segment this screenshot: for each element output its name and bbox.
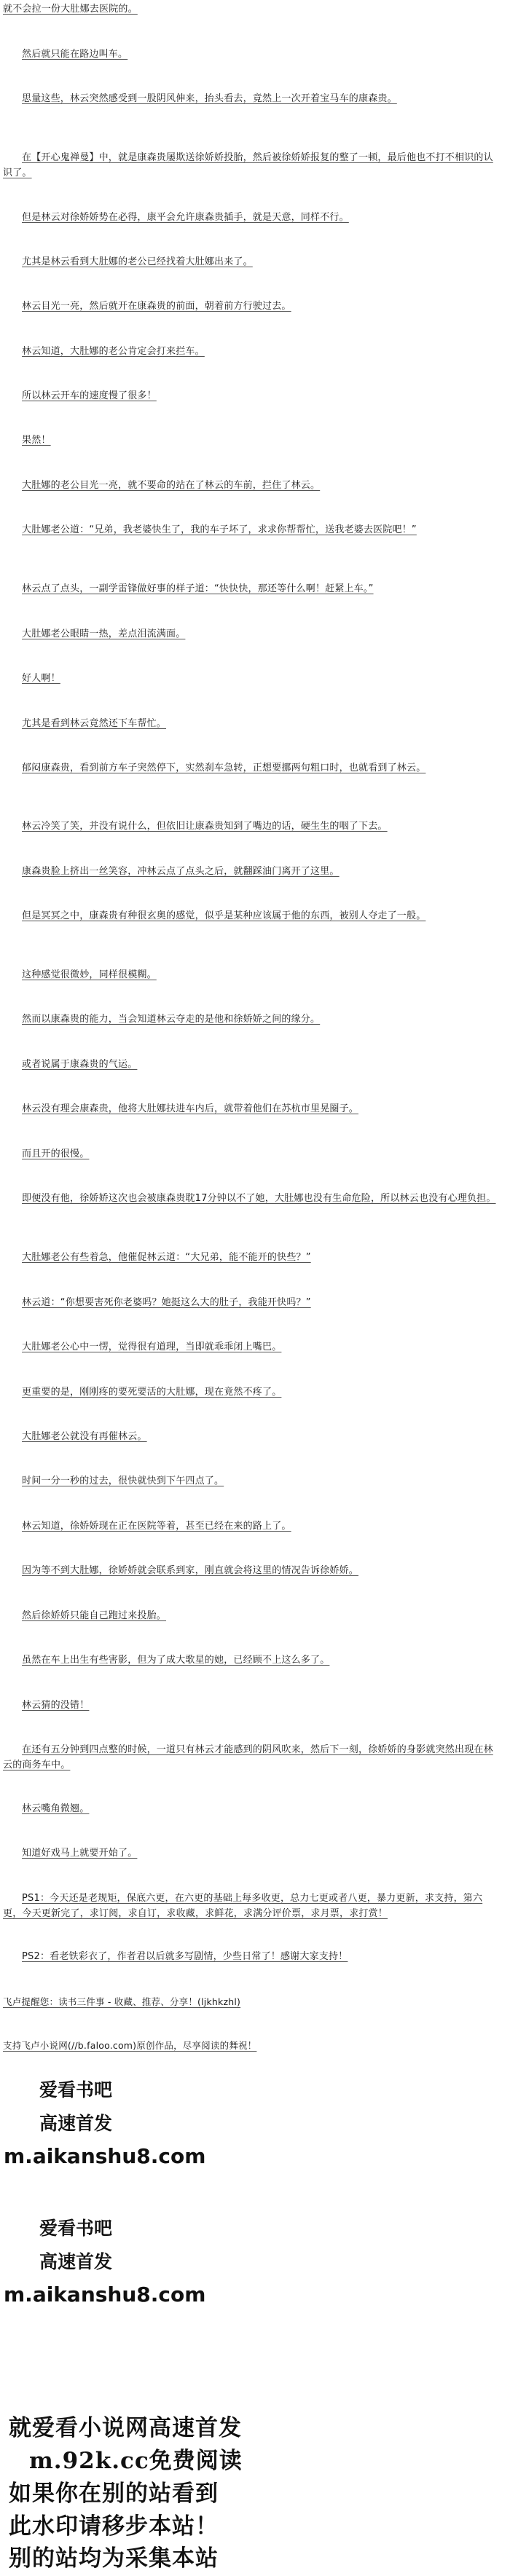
watermark-line: 别的站均为采集本站 [9,2545,219,2572]
paragraph: 在还有五分钟到四点整的时候，一道只有林云才能感到的阴风吹来，然后下一刻，徐娇娇的身影就突然出现在林云的商务车中。 [3,1744,493,1770]
paragraph: 就不会拉一份大肚娜去医院的。 [3,4,138,15]
paragraph: 大肚娜老公就没有再催林云。 [22,1431,147,1442]
paragraph: 大肚娜老公道：“兄弟，我老婆快生了，我的车子坏了，求求你帮帮忙，送我老婆去医院吧！” [22,524,417,535]
footer-note: 支持飞卢小说网(//b.faloo.com)原创作品，尽享阅读的舞祝！ [3,2040,257,2051]
ad-block-1 [0,2079,510,2174]
paragraph: 林云冷笑了笑，并没有说什么，但依旧让康森贵知到了嘴边的话，硬生生的咽了下去。 [22,821,388,832]
paragraph: 康森贵脸上挤出一丝笑容，冲林云点了点头之后，就翻踩油门离开了这里。 [22,866,340,877]
paragraph: 时间一分一秒的过去，很快就快到下午四点了。 [22,1476,224,1486]
ad-url: m.aikanshu8.com [4,2282,206,2307]
footer-note: 飞卢提醒您：读书三件事 - 收藏、推荐、分享！(ljkhkzhl) [3,1996,241,2007]
paragraph: 林云知道，徐娇娇现在正在医院等着，甚至已经在来的路上了。 [22,1521,291,1532]
paragraph: 尤其是林云看到大肚娜的老公已经找着大肚娜出来了。 [22,256,253,267]
paragraph: 林云点了点头，一副学雷锋做好事的样子道：“快快快，那还等什么啊！赶紧上车。” [22,583,374,594]
paragraph: 尤其是看到林云竟然还下车帮忙。 [22,718,167,729]
paragraph: 大肚娜老公眼睛一热，差点泪流满面。 [22,629,186,639]
paragraph: 而且开的很慢。 [22,1149,90,1159]
paragraph: 林云道：“你想要害死你老婆吗？她挺这么大的肚子，我能开快吗？” [22,1297,311,1308]
paragraph: 林云没有理会康森贵，他将大肚娜扶进车内后，就带着他们在苏杭市里晃圈子。 [22,1103,359,1114]
paragraph: 但是冥冥之中，康森贵有种很玄奥的感觉，似乎是某种应该属于他的东西，被别人夺走了一般。 [22,910,426,921]
paragraph: 然后就只能在路边叫车。 [22,49,128,60]
paragraph: 好人啊！ [22,673,60,684]
ad-url: m.aikanshu8.com [4,2144,206,2168]
ad-title: 爱看书吧 [39,2218,113,2239]
watermark-line: m.92k.cc免费阅读 [29,2448,243,2474]
paragraph: 即便没有他，徐娇娇这次也会被康森贵耽17分钟以不了她，大肚娜也没有生命危险，所以林云也没有心理负担。 [22,1193,496,1204]
paragraph: 然而以康森贵的能力，当会知道林云夺走的是他和徐娇娇之间的缘分。 [22,1014,321,1025]
paragraph: 大肚娜老公有些着急，他催促林云道：“大兄弟，能不能开的快些？” [22,1252,311,1263]
paragraph: 知道好戏马上就要开始了。 [22,1848,138,1859]
ad-block-2 [0,2218,510,2312]
ad-subtitle: 高速首发 [39,2113,113,2134]
paragraph: 所以林云开车的速度慢了很多！ [22,390,157,401]
watermark-line: 就爱看小说网高速首发 [9,2415,242,2441]
watermark-line: 如果你在别的站看到 [9,2481,219,2507]
paragraph: 这种感觉很微妙，同样很模糊。 [22,969,157,980]
paragraph: PS1：今天还是老规矩，保底六更，在六更的基础上每多收更，总力七更或者八更，暴力更新，求支持，第六更，今天更新完了，求订阅，求自订，求收藏，求鲜花，求满分评价票，求月票，求打赏！ [3,1893,483,1919]
paragraph: 在【开心鬼禅曼】中，就是康森贵屡欺送徐娇娇投胎，然后被徐娇娇报复的整了一顿，最后他也不打不相识的认识了。 [3,152,493,178]
ad-subtitle: 高速首发 [39,2251,113,2272]
paragraph: 林云嘴角微翘。 [22,1803,90,1814]
paragraph: 思量这些，林云突然感受到一股阴风伸来，抬头看去，竟然上一次开着宝马车的康森贵。 [22,93,397,104]
paragraph: PS2：看老铁彩衣了，作者君以后就多写剧情，少些日常了！感谢大家支持！ [22,1951,348,1962]
ad-title: 爱看书吧 [39,2079,113,2100]
paragraph: 或者说属于康森贵的气运。 [22,1059,138,1070]
paragraph: 大肚娜老公心中一愣，觉得很有道理，当即就乖乖闭上嘴巴。 [22,1342,282,1352]
paragraph: 林云目光一亮，然后就开在康森贵的前面，朝着前方行驶过去。 [22,301,291,312]
paragraph: 更重要的是，刚刚疼的要死要活的大肚娜，现在竟然不疼了。 [22,1387,282,1398]
paragraph: 然后徐娇娇只能自己跑过来投胎。 [22,1610,167,1621]
watermark-line: 此水印请移步本站！ [9,2513,219,2540]
paragraph: 林云知道，大肚娜的老公肯定会打来拦车。 [22,346,205,357]
paragraph: 但是林云对徐娇娇势在必得，康平会允许康森贵插手，就是天意，同样不行。 [22,212,349,223]
paragraph: 郁闷康森贵，看到前方车子突然停下，实然刹车急转，正想要挪两句粗口时，也就看到了林云。 [22,763,426,773]
paragraph: 因为等不到大肚娜，徐娇娇就会联系到家，刚直就会将这里的情况告诉徐娇娇。 [22,1565,359,1576]
paragraph: 果然！ [22,435,51,446]
paragraph: 林云猜的没错！ [22,1700,90,1711]
paragraph: 大肚娜的老公目光一亮，就不要命的站在了林云的车前，拦住了林云。 [22,480,321,491]
paragraph: 虽然在车上出生有些害影，但为了成大歌星的她，已经顾不上这么多了。 [22,1655,330,1666]
